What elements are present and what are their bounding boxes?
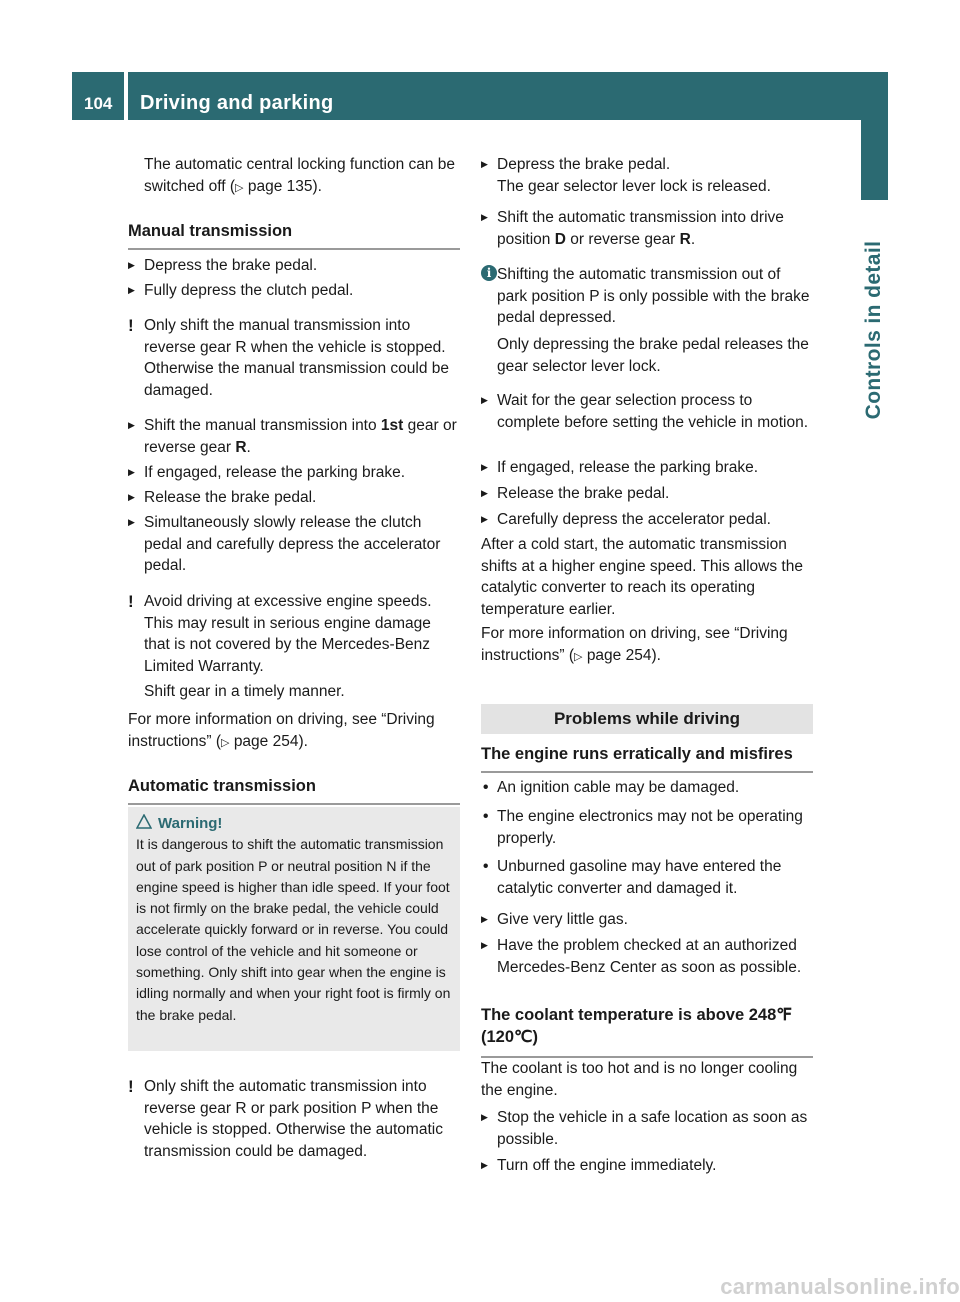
coolant-paragraph: The coolant is too hot and is no longer cooling the engine. [481, 1060, 798, 1099]
list-item: ▶ Have the problem checked at an authorized Mercedes-Benz Center as soon as possible. [481, 935, 813, 978]
list-item: ▶ Shift the manual transmission into 1st gear or reverse gear R. [128, 415, 460, 458]
list-item: ▶ If engaged, release the parking brake. [481, 457, 813, 479]
chapter-title: Driving and parking [128, 72, 888, 120]
caution-note: ! Avoid driving at excessive engine speeds. This may result in serious engine damage that is not covered by the Mercedes-Benz Limited Warranty. [128, 592, 432, 675]
intro-paragraph: The automatic central locking function can be switched off (▷ page 135). [144, 156, 456, 195]
note-continuation: Shift gear in a timely manner. [144, 683, 345, 700]
more-info-paragraph: For more information on driving, see “Driving instructions” (▷ page 254). [128, 711, 435, 750]
list-item: ▶ Depress the brake pedal. [481, 154, 813, 176]
warning-text: It is dangerous to shift the automatic transmission out of park position P or neutral position N if the engine speed is higher than idle speed. If your foot is not firmly on the brake pedal, the vehicle could accelerate quickly forward or in reverse. You could lose control of the vehicle and hit someone or something. Only shift into gear when the engine is idling normally and when your right foot is firmly on the brake pedal. [136, 836, 451, 1023]
page-ref-arrow-icon: ▷ [235, 181, 244, 194]
page-header [72, 72, 888, 120]
page-ref-arrow-icon: ▷ [221, 736, 230, 749]
warning-title: Warning! [136, 813, 452, 834]
page-ref-link[interactable]: page 254 [233, 732, 299, 750]
list-item: ▶ Release the brake pedal. [481, 483, 813, 505]
sidebar-tab [861, 120, 888, 200]
list-item: ▶ Wait for the gear selection process to complete before setting the vehicle in motion. [481, 390, 813, 433]
info-continuation: Only depressing the brake pedal releases the gear selector lever lock. [497, 336, 809, 375]
page-number: 104 [72, 72, 124, 120]
list-item: ▶ Shift the automatic transmission into drive position D or reverse gear R. [481, 207, 813, 250]
list-item: ▶ Simultaneously slowly release the clutch pedal and carefully depress the accelerator pedal. [128, 512, 460, 577]
caution-note: ! Only shift the automatic transmission into reverse gear R or park position P when the vehicle is stopped. Otherwise the automatic transmission could be damaged. [128, 1077, 443, 1160]
step-result: The gear selector lever lock is released. [497, 178, 771, 195]
warning-triangle-icon [136, 814, 152, 830]
list-item: • The engine electronics may not be operating properly. [483, 808, 803, 847]
manual-transmission-heading: Manual transmission [128, 220, 460, 250]
more-info-paragraph: For more information on driving, see “Driving instructions” (▷ page 254). [481, 625, 788, 664]
page-ref-arrow-icon: ▷ [574, 650, 583, 663]
list-item: ▶ Carefully depress the accelerator pedal. [481, 509, 813, 531]
list-item: ▶ Depress the brake pedal. [128, 255, 460, 277]
list-item: • Unburned gasoline may have entered the catalytic converter and damaged it. [483, 858, 782, 897]
page-ref-link[interactable]: page 135 [247, 177, 313, 195]
info-note: i Shifting the automatic transmission out of park position P is only possible with the brake pedal depressed. [481, 264, 813, 329]
coolant-heading: The coolant temperature is above 248℉ (120℃) [481, 1004, 813, 1058]
list-item: ▶ Give very little gas. [481, 909, 813, 931]
warning-box [128, 807, 460, 1051]
list-item: ▶ Turn off the engine immediately. [481, 1155, 813, 1177]
watermark: carmanualsonline.info [720, 1274, 960, 1299]
caution-icon: ! [128, 316, 134, 335]
list-item: ▶ If engaged, release the parking brake. [128, 462, 460, 484]
list-item: • An ignition cable may be damaged. [481, 777, 813, 799]
caution-icon: ! [128, 1077, 134, 1096]
automatic-transmission-heading: Automatic transmission [128, 775, 460, 805]
bullet-icon: • [483, 858, 489, 875]
caution-note: ! Only shift the manual transmission into reverse gear R when the vehicle is stopped. Otherwise the manual transmission could be damaged. [128, 316, 449, 399]
cold-start-paragraph: After a cold start, the automatic transmission shifts at a higher engine speed. This allows the catalytic converter to reach its operating temperature earlier. [481, 536, 803, 618]
engine-misfire-heading: The engine runs erratically and misfires [481, 743, 813, 773]
list-item: ▶ Release the brake pedal. [128, 487, 460, 509]
list-item: ▶ Fully depress the clutch pedal. [128, 280, 460, 302]
section-label: Controls in detail [862, 240, 885, 420]
footer [0, 1262, 960, 1302]
info-icon: i [481, 265, 497, 281]
bullet-icon: • [483, 808, 489, 825]
page-ref-link[interactable]: page 254 [586, 646, 652, 664]
caution-icon: ! [128, 592, 134, 611]
bullet-icon: • [483, 779, 489, 796]
section-title-bar: Problems while driving [481, 704, 813, 734]
list-item: ▶ Stop the vehicle in a safe location as soon as possible. [481, 1107, 813, 1150]
